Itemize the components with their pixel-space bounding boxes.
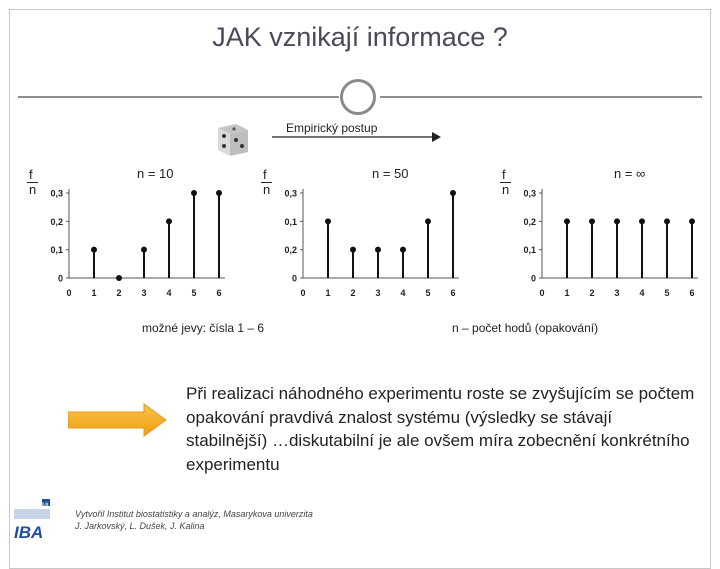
- stem-point: [350, 247, 356, 253]
- fraction-numerator: f: [261, 168, 272, 183]
- logo-text: IBA: [14, 523, 44, 540]
- caption-left: možné jevy: čísla 1 – 6: [142, 321, 265, 335]
- x-tick-label: 5: [664, 288, 670, 298]
- chart-n-label: n = ∞: [614, 166, 646, 181]
- stem-point: [450, 190, 456, 196]
- y-tick-label: 0,1: [50, 245, 63, 256]
- divider-right: [380, 96, 702, 98]
- stem-point: [166, 218, 172, 224]
- x-tick-label: 0: [539, 288, 545, 298]
- stem-point: [216, 190, 222, 196]
- stem-point: [664, 218, 670, 224]
- stem-point: [375, 247, 381, 253]
- x-tick-label: 4: [400, 288, 406, 298]
- explanation-paragraph: Při realizaci náhodného experimentu roste se zvyšujícím se počtem opakování pravdivá znalost systému (výsledky se stávají stabilnější) …diskutabilní je ale ovšem míra zobecnění konkrétního experimentu: [186, 384, 695, 474]
- stem-point: [91, 247, 97, 253]
- stem-point: [614, 218, 620, 224]
- x-tick-label: 3: [614, 288, 620, 298]
- x-tick-label: 2: [350, 288, 356, 298]
- stem-point: [325, 218, 331, 224]
- stem-point: [141, 247, 147, 253]
- x-tick-label: 1: [325, 288, 331, 298]
- arrow-right-icon: [272, 130, 442, 144]
- x-tick-label: 4: [166, 288, 172, 298]
- fraction-denominator: n: [502, 182, 510, 197]
- stem-point: [191, 190, 197, 196]
- y-tick-label: 0,3: [284, 188, 297, 199]
- y-tick-label: 0,2: [523, 216, 536, 227]
- y-tick-label: 0,1: [284, 216, 297, 227]
- x-tick-label: 3: [141, 288, 147, 298]
- iba-logo: [12, 497, 52, 540]
- stem-point: [589, 218, 595, 224]
- divider-left: [18, 96, 339, 98]
- x-tick-label: 1: [91, 288, 97, 298]
- x-tick-label: 6: [450, 288, 456, 298]
- y-tick-label: 0: [291, 273, 297, 284]
- logo-small-text: MU: [42, 503, 52, 509]
- y-tick-label: 0: [530, 273, 536, 284]
- x-tick-label: 3: [375, 288, 381, 298]
- stem-point: [425, 218, 431, 224]
- fraction-numerator: f: [27, 168, 38, 183]
- empirical-label: Empirický postup: [286, 121, 378, 135]
- x-tick-label: 6: [216, 288, 222, 298]
- x-tick-label: 0: [66, 288, 72, 298]
- fraction-numerator: f: [500, 168, 511, 183]
- x-tick-label: 6: [689, 288, 695, 298]
- stem-point: [400, 247, 406, 253]
- stem-point: [116, 275, 122, 281]
- y-tick-label: 0,3: [523, 188, 536, 199]
- stem-point: [689, 218, 695, 224]
- x-tick-label: 0: [300, 288, 306, 298]
- x-tick-label: 2: [589, 288, 595, 298]
- footer: [75, 508, 313, 532]
- chart-n-label: n = 10: [137, 166, 174, 181]
- y-tick-label: 0,3: [50, 188, 63, 199]
- stem-chart-n10: [45, 160, 245, 305]
- caption-right: n – počet hodů (opakování): [452, 321, 599, 335]
- x-tick-label: 4: [639, 288, 645, 298]
- stem-point: [639, 218, 645, 224]
- stem-point: [564, 218, 570, 224]
- footer-line-1: Vytvořil Institut biostatistiky a analýz, Masarykova univerzita: [75, 509, 313, 519]
- fraction-label-3: [500, 168, 511, 197]
- y-tick-label: 0,1: [523, 245, 536, 256]
- stem-chart-n50: [279, 160, 479, 305]
- x-tick-label: 5: [425, 288, 431, 298]
- footer-line-2: J. Jarkovský, L. Dušek, J. Kalina: [75, 521, 205, 531]
- y-tick-label: 0: [57, 273, 63, 284]
- fraction-label-1: [27, 168, 38, 197]
- x-tick-label: 1: [564, 288, 570, 298]
- x-tick-label: 5: [191, 288, 197, 298]
- big-arrow-right-icon: [68, 402, 168, 438]
- y-tick-label: 0,2: [284, 245, 297, 256]
- die-icon: [214, 122, 250, 158]
- chart-n-label: n = 50: [372, 166, 409, 181]
- fraction-denominator: n: [263, 182, 271, 197]
- stem-chart-ninf: [518, 160, 718, 305]
- circle-icon: [340, 79, 376, 115]
- x-tick-label: 2: [116, 288, 122, 298]
- y-tick-label: 0,2: [50, 216, 63, 227]
- fraction-denominator: n: [29, 182, 37, 197]
- slide-title: JAK vznikají informace ?: [212, 22, 508, 52]
- fraction-label-2: [261, 168, 272, 197]
